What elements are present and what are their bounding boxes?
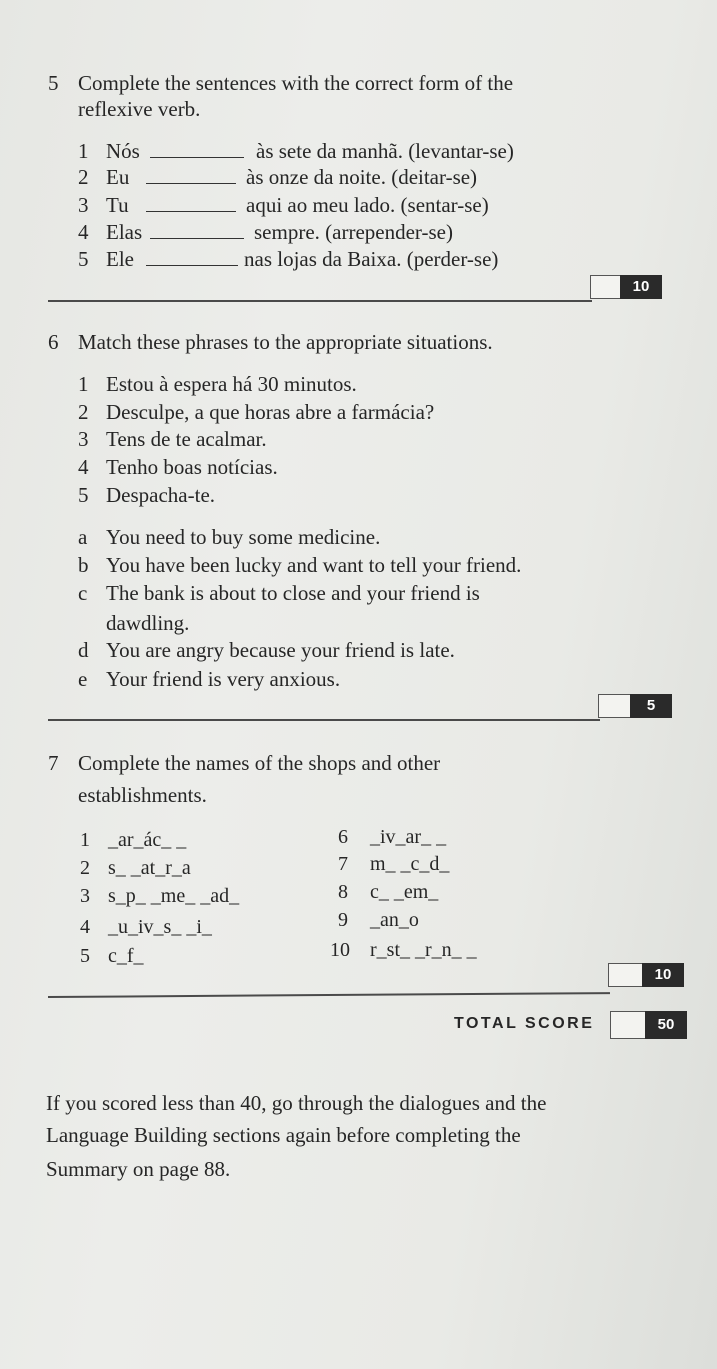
answer-blank[interactable] [146,165,236,184]
item-text: c_ _em_ [370,881,439,903]
total-score-label: TOTAL SCORE [454,1015,595,1032]
exercise-item [78,164,477,190]
footer-line: Summary on page 88. [46,1157,231,1181]
exercise-item [78,138,514,164]
item-text: Your friend is very anxious. [106,667,341,691]
item-text: Desculpe, a que horas abre a farmácia? [106,400,435,424]
section-divider [48,992,610,997]
item-number: 7 [338,853,348,875]
exercise-item [78,246,498,272]
answer-blank[interactable] [146,247,238,266]
footer-line: If you scored less than 40, go through the dialogues and the [46,1091,547,1115]
item-subject: Ele [106,247,134,271]
total-score-value: 50 [645,1011,687,1039]
item-text: The bank is about to close and your friend is [106,581,480,605]
item-text: às onze da noite. (deitar-se) [246,165,478,189]
exercise-item [78,192,489,218]
item-text: m_ _c_d_ [370,853,450,875]
section-6-heading [48,329,493,355]
item-text: You have been lucky and want to tell your friend. [106,553,522,577]
situation-item-cont: dawdling. [106,611,190,635]
phrase-item [78,454,278,480]
item-number: 2 [80,857,90,879]
section-5-instruction-cont: reflexive verb. [78,97,201,121]
shop-item [338,908,419,932]
section-7-number: 7 [48,751,59,775]
section-5-heading [48,70,513,96]
item-text: _an_o [370,909,419,931]
item-text: Tens de te acalmar. [106,427,267,451]
section-6-score: 5 [630,694,672,718]
phrase-item [78,371,357,397]
item-text: r_st_ _r_n_ _ [370,939,477,961]
section-7-instruction-cont: establishments. [78,783,207,807]
item-text: You need to buy some medicine. [106,525,381,549]
item-number: 1 [78,139,89,163]
item-subject: Elas [106,220,143,244]
item-number: 2 [78,165,89,189]
item-number: 5 [80,945,90,967]
section-6-instruction: Match these phrases to the appropriate situations. [78,330,493,354]
exercise-item [78,219,453,245]
item-number: 10 [330,939,350,961]
item-text: Tenho boas notícias. [106,455,278,479]
shop-item [80,944,144,968]
shop-item [80,915,212,939]
item-number: 1 [78,372,89,396]
item-number: 5 [78,483,89,507]
item-text: às sete da manhã. (levantar-se) [256,139,514,163]
item-text: Estou à espera há 30 minutos. [106,372,357,396]
item-number: 3 [80,885,90,907]
section-5-score: 10 [620,275,662,299]
item-text: _ar_ác_ _ [108,829,187,851]
item-text: Despacha-te. [106,483,216,507]
item-number: 4 [78,220,89,244]
item-number: 5 [78,247,89,271]
section-7-instruction: Complete the names of the shops and other [78,751,441,775]
phrase-item [78,399,434,425]
item-letter: c [78,581,88,605]
shop-item [80,884,239,908]
item-subject: Nós [106,139,140,163]
situation-item [78,552,521,578]
item-number: 3 [78,193,89,217]
shop-item [338,852,449,876]
item-letter: d [78,638,89,662]
answer-blank[interactable] [150,139,244,158]
item-text: aqui ao meu lado. (sentar-se) [246,193,489,217]
section-5-number: 5 [48,71,59,95]
situation-item [78,524,380,550]
section-divider [48,719,600,721]
item-number: 1 [80,829,90,851]
shop-item [338,825,446,849]
section-6-number: 6 [48,330,59,354]
situation-item [78,666,340,692]
item-number: 9 [338,909,348,931]
answer-blank[interactable] [150,220,244,239]
item-letter: a [78,525,88,549]
section-7-score: 10 [642,963,684,987]
item-number: 2 [78,400,89,424]
item-subject: Tu [106,193,129,217]
phrase-item [78,426,267,452]
item-text: s_p_ _me_ _ad_ [108,885,240,907]
item-number: 8 [338,881,348,903]
item-number: 6 [338,826,348,848]
item-text: c_f_ [108,945,144,967]
item-text: _u_iv_s_ _i_ [108,916,212,938]
item-text: You are angry because your friend is late. [106,638,455,662]
item-text: sempre. (arrepender-se) [254,220,453,244]
item-number: 4 [78,455,89,479]
section-5-instruction: Complete the sentences with the correct form of the [78,71,514,95]
phrase-item [78,482,215,508]
item-letter: b [78,553,89,577]
item-number: 4 [80,916,90,938]
situation-item [78,637,455,663]
item-text: _iv_ar_ _ [370,826,447,848]
shop-item [80,828,186,852]
answer-blank[interactable] [146,193,236,212]
item-text: nas lojas da Baixa. (perder-se) [244,247,499,271]
item-letter: e [78,667,88,691]
situation-item [78,580,480,606]
item-number: 3 [78,427,89,451]
section-divider [48,300,592,302]
shop-item [330,938,477,962]
item-text: s_ _at_r_a [108,857,191,879]
shop-item [80,856,191,880]
section-7-heading [48,750,440,776]
footer-line: Language Building sections again before completing the [46,1123,521,1147]
shop-item [338,880,438,904]
item-subject: Eu [106,165,130,189]
